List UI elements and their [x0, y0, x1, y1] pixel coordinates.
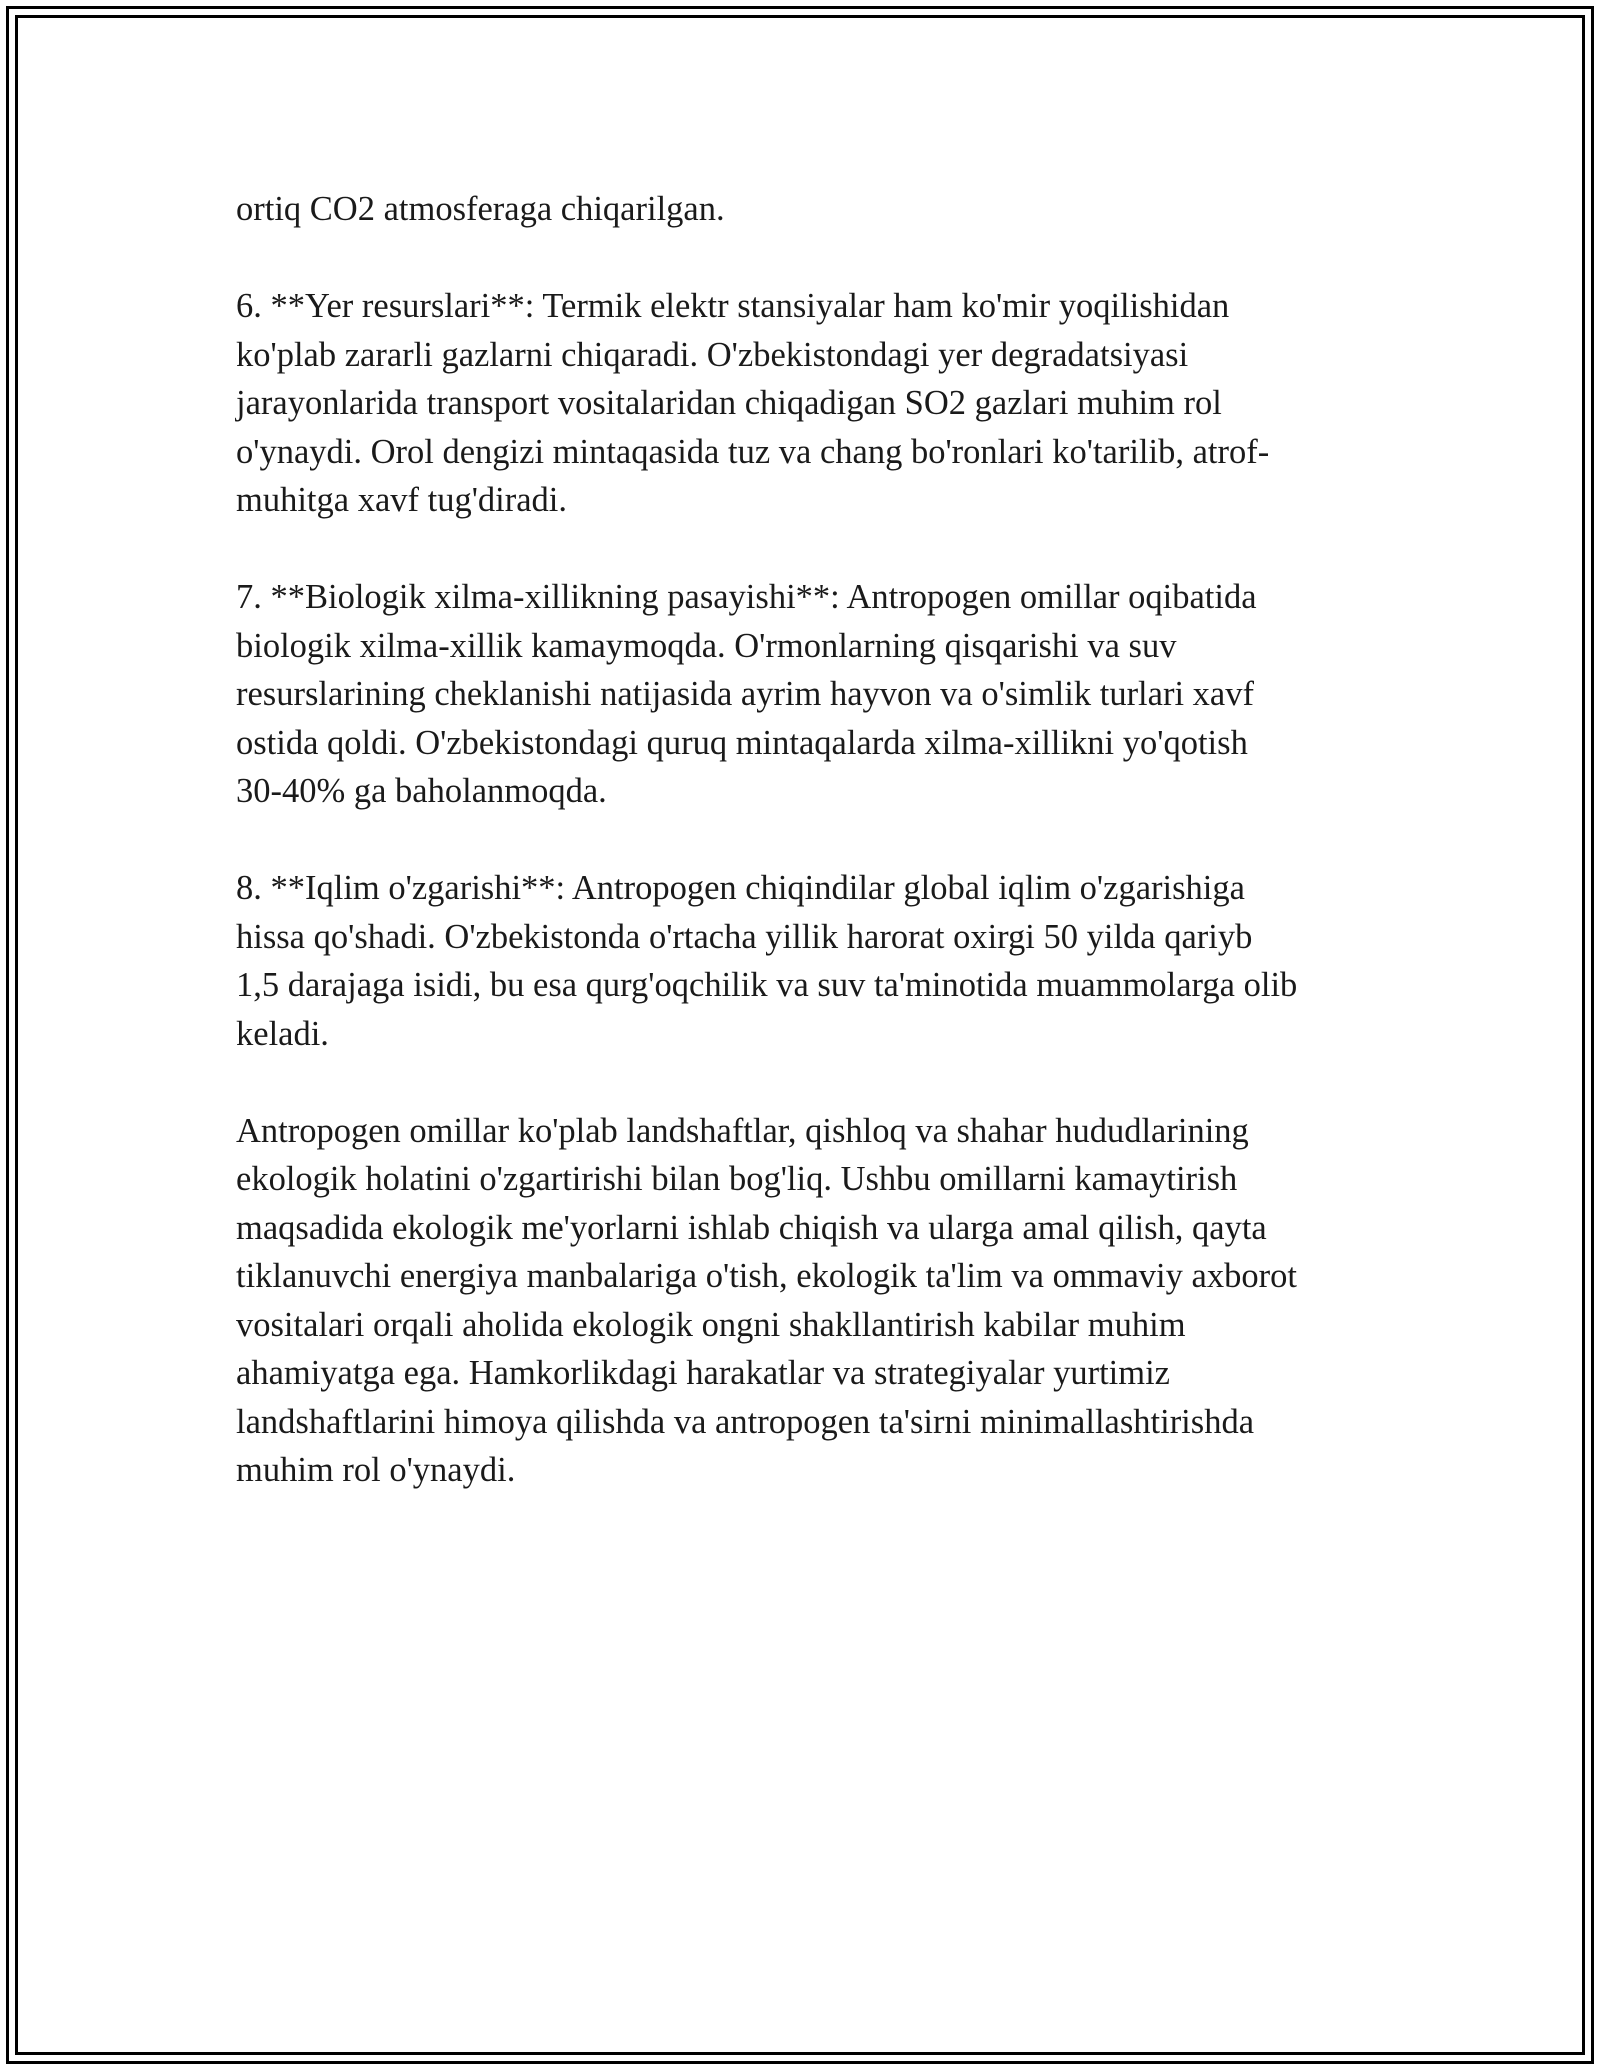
text-line: maqsadida ekologik me'yorlarni ishlab chiqish va ularga amal qilish, qayta — [236, 1208, 1267, 1247]
text-line: 7. **Biologik xilma-xillikning pasayishi**: Antropogen omillar oqibatida — [236, 578, 1257, 616]
text-line: ahamiyatga ega. Hamkorlikdagi harakatlar va strategiyalar yurtimiz — [236, 1354, 1170, 1392]
text-line: keladi. — [236, 1014, 329, 1053]
text-line: landshaftlarini himoya qilishda va antropogen ta'sirni minimallashtirishda — [236, 1402, 1255, 1441]
text-line: ortiq CO2 atmosferaga chiqarilgan. — [236, 190, 725, 228]
paragraph-continuation — [236, 185, 1386, 234]
text-line: 1,5 darajaga isidi, bu esa qurg'oqchilik va suv ta'minotida muammolarga olib — [236, 966, 1298, 1004]
text-line: vositalari orqali aholida ekologik ongni shakllantirish kabilar muhim — [236, 1305, 1186, 1344]
text-line: resurslarining cheklanishi natijasida ayrim hayvon va o'simlik turlari xavf — [236, 675, 1254, 713]
text-line: hissa qo'shadi. O'zbekistonda o'rtacha yillik harorat oxirgi 50 yilda qariyb — [236, 917, 1253, 956]
paragraph-conclusion — [236, 1107, 1386, 1495]
text-line: biologik xilma-xillik kamaymoqda. O'rmonlarning qisqarishi va suv — [236, 626, 1177, 665]
text-line: tiklanuvchi energiya manbalariga o'tish, ekologik ta'lim va ommaviy axborot — [236, 1257, 1297, 1295]
text-line: jarayonlarida transport vositalaridan chiqadigan SO2 gazlari muhim rol — [236, 384, 1222, 422]
text-line: 6. **Yer resurslari**: Termik elektr stansiyalar ham ko'mir yoqilishidan — [236, 287, 1230, 325]
text-line: ko'plab zararli gazlarni chiqaradi. O'zbekistondagi yer degradatsiyasi — [236, 335, 1189, 374]
text-line: ekologik holatini o'zgartirishi bilan bog'liq. Ushbu omillarni kamaytirish — [236, 1160, 1238, 1198]
text-line: ostida qoldi. O'zbekistondagi quruq mintaqalarda xilma-xillikni yo'qotish — [236, 723, 1248, 762]
text-line: Antropogen omillar ko'plab landshaftlar, qishloq va shahar hududlarining — [236, 1111, 1249, 1150]
text-line: muhitga xavf tug'diradi. — [236, 481, 568, 519]
text-line: 8. **Iqlim o'zgarishi**: Antropogen chiqindilar global iqlim o'zgarishiga — [236, 869, 1245, 907]
text-line: o'ynaydi. Orol dengizi mintaqasida tuz va chang bo'ronlari ko'tarilib, atrof- — [236, 432, 1270, 471]
paragraph-item-7 — [236, 573, 1386, 816]
text-line: 30-40% ga baholanmoqda. — [236, 772, 607, 810]
document-body — [236, 185, 1386, 1543]
text-line: muhim rol o'ynaydi. — [236, 1451, 516, 1489]
paragraph-item-8 — [236, 864, 1386, 1058]
paragraph-item-6 — [236, 282, 1386, 525]
